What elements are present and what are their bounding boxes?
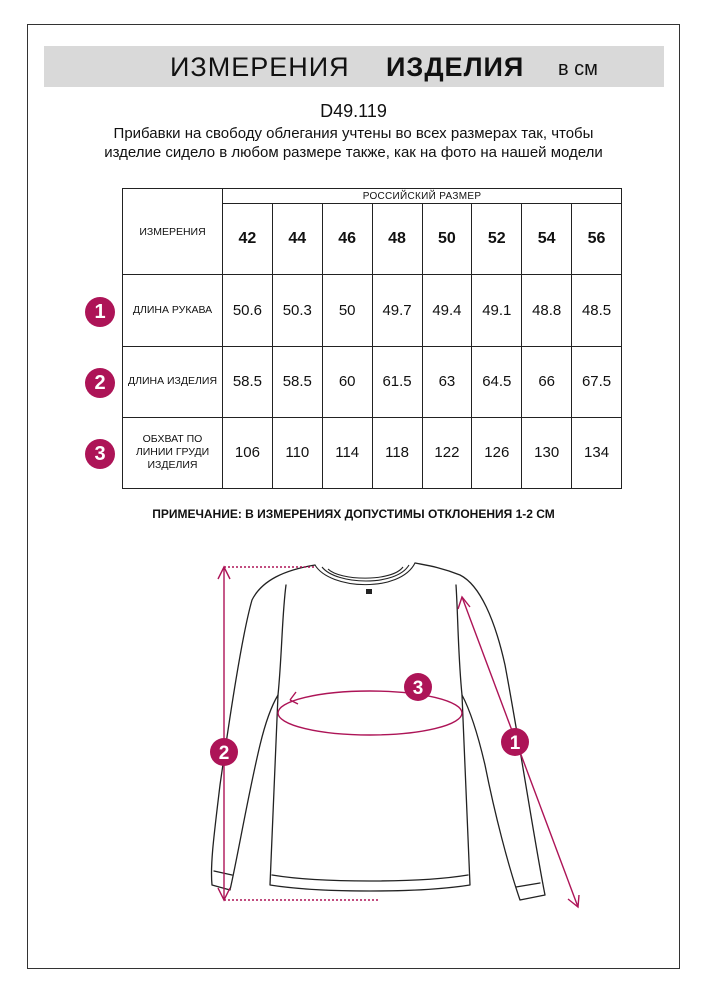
header-unit: в см (558, 58, 598, 80)
table-cell: 63 (422, 346, 472, 417)
size-header: 48 (372, 204, 422, 275)
size-header: 42 (223, 204, 273, 275)
article-number: D49.119 (320, 101, 387, 121)
row-number-badge: 2 (85, 368, 115, 398)
fit-description: Прибавки на свободу облегания учтены во всех размерах так, чтобы изделие сидело в любом размере также, как на фото на нашей модели (104, 125, 603, 161)
table-cell: 64.5 (472, 346, 522, 417)
size-table (122, 188, 622, 489)
table-cell: 48.5 (572, 275, 622, 346)
header-title-measurements: ИЗМЕРЕНИЯ (170, 52, 350, 82)
table-row (123, 346, 622, 417)
table-cell: 49.7 (372, 275, 422, 346)
row-label-chest-girth: ОБХВАТ ПО ЛИНИИ ГРУДИ ИЗДЕЛИЯ (123, 417, 223, 488)
table-cell: 50.6 (223, 275, 273, 346)
garment-sketch (190, 545, 610, 920)
size-header: 50 (422, 204, 472, 275)
table-cell: 126 (472, 417, 522, 488)
table-cell: 61.5 (372, 346, 422, 417)
table-row (123, 275, 622, 346)
chest-girth-ellipse (278, 691, 462, 735)
table-cell: 50 (322, 275, 372, 346)
table-cell: 110 (272, 417, 322, 488)
table-cell: 58.5 (272, 346, 322, 417)
size-header: 56 (572, 204, 622, 275)
table-cell: 130 (522, 417, 572, 488)
marker-length: 2 (218, 743, 230, 764)
size-system-header: РОССИЙСКИЙ РАЗМЕР (223, 189, 622, 204)
table-cell: 66 (522, 346, 572, 417)
table-cell: 48.8 (522, 275, 572, 346)
measurements-header: ИЗМЕРЕНИЯ (123, 189, 223, 275)
header-title-product: ИЗДЕЛИЯ (386, 52, 525, 82)
table-cell: 118 (372, 417, 422, 488)
table-cell: 58.5 (223, 346, 273, 417)
table-cell: 49.1 (472, 275, 522, 346)
row-number-badge: 1 (85, 297, 115, 327)
table-cell: 106 (223, 417, 273, 488)
row-label-product-length: ДЛИНА ИЗДЕЛИЯ (123, 346, 223, 417)
table-cell: 49.4 (422, 275, 472, 346)
table-row (123, 417, 622, 488)
size-header: 46 (322, 204, 372, 275)
neck-label (366, 589, 372, 594)
tolerance-note: ПРИМЕЧАНИЕ: В ИЗМЕРЕНИЯХ ДОПУСТИМЫ ОТКЛОНЕНИЯ 1-2 СМ (152, 507, 555, 521)
marker-sleeve: 1 (509, 733, 521, 754)
size-header: 44 (272, 204, 322, 275)
table-cell: 122 (422, 417, 472, 488)
table-cell: 134 (572, 417, 622, 488)
table-cell: 114 (322, 417, 372, 488)
size-header: 52 (472, 204, 522, 275)
table-cell: 50.3 (272, 275, 322, 346)
size-header: 54 (522, 204, 572, 275)
neckline-rib (315, 563, 415, 585)
marker-chest: 3 (412, 678, 424, 699)
row-label-sleeve-length: ДЛИНА РУКАВА (123, 275, 223, 346)
table-cell: 60 (322, 346, 372, 417)
garment-outline (211, 563, 545, 900)
row-number-badge: 3 (85, 439, 115, 469)
table-cell: 67.5 (572, 346, 622, 417)
